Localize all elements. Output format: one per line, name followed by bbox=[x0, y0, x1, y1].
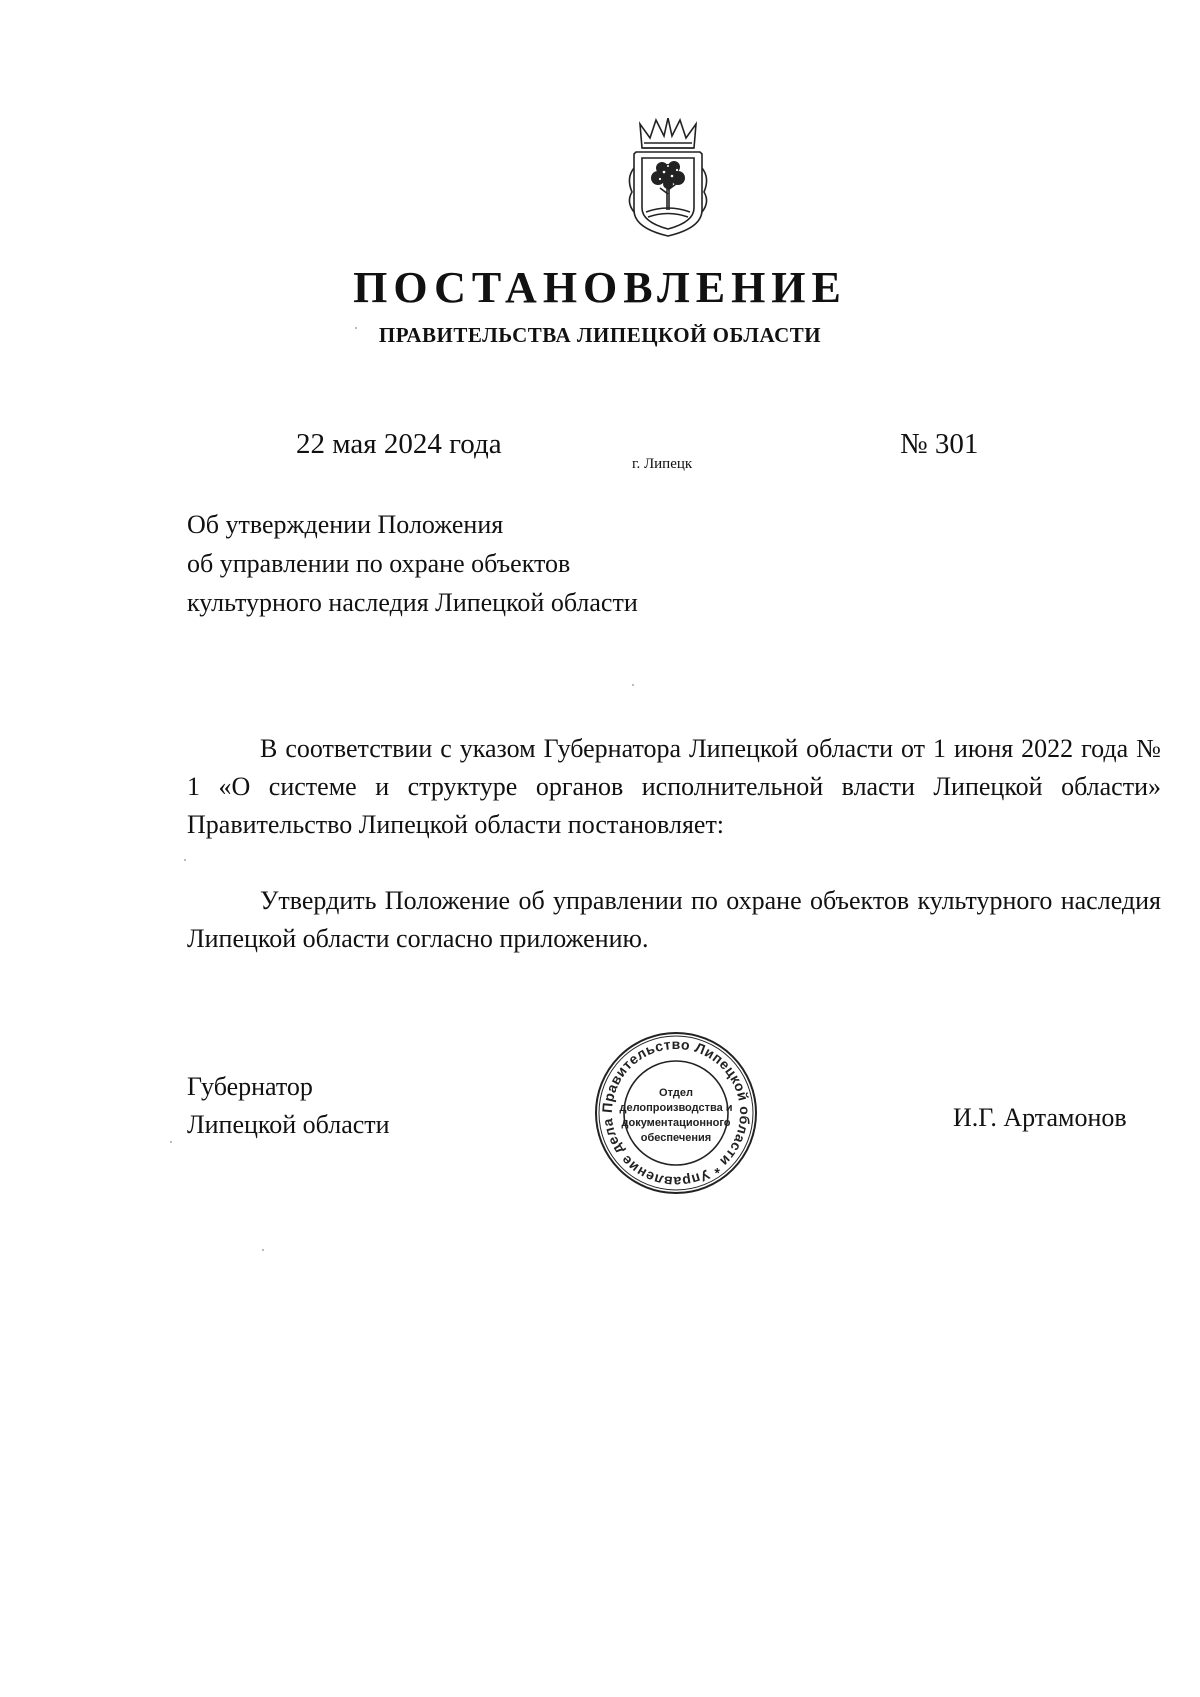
signatory-title bbox=[187, 1068, 390, 1144]
lipetsk-coat-of-arms-icon bbox=[620, 118, 716, 240]
stamp-inner-line: делопроизводства и bbox=[619, 1102, 733, 1114]
scan-speck bbox=[632, 684, 634, 686]
document-heading bbox=[187, 505, 638, 622]
body-paragraph: Утвердить Положение об управлении по охране объектов культурного наследия Липецкой области согласно приложению. bbox=[187, 886, 1161, 953]
document-title: ПОСТАНОВЛЕНИЕ bbox=[353, 263, 847, 312]
heading-line: Об утверждении Положения bbox=[187, 510, 504, 539]
scan-speck bbox=[262, 1249, 264, 1251]
signatory-title-line: Липецкой области bbox=[187, 1110, 390, 1139]
stamp-inner-line: обеспечения bbox=[640, 1132, 712, 1144]
stamp-outer-text: Правительство Липецкой области * Управление дела bbox=[598, 1035, 754, 1191]
body-paragraph: В соответствии с указом Губернатора Липецкой области от 1 июня 2022 года № 1 «О системе и структуре органов исполнительной власти Липецкой области» Правительство Липецкой области постановляет: bbox=[187, 734, 1161, 839]
heading-line: об управлении по охране объектов bbox=[187, 549, 571, 578]
document-number: № 301 bbox=[900, 428, 979, 460]
stamp-inner-line: документационного bbox=[621, 1117, 731, 1129]
document-city: г. Липецк bbox=[632, 456, 693, 472]
signatory-title-line: Губернатор bbox=[187, 1072, 313, 1101]
heading-line: культурного наследия Липецкой области bbox=[187, 588, 638, 617]
scan-speck bbox=[184, 859, 186, 861]
stamp-inner-line: Отдел bbox=[659, 1087, 693, 1099]
scan-speck bbox=[355, 327, 357, 329]
document-date: 22 мая 2024 года bbox=[296, 428, 502, 460]
official-round-stamp-icon bbox=[591, 1028, 761, 1198]
document-subtitle: ПРАВИТЕЛЬСТВА ЛИПЕЦКОЙ ОБЛАСТИ bbox=[378, 323, 822, 347]
signatory-name: И.Г. Артамонов bbox=[953, 1103, 1127, 1132]
scan-speck bbox=[170, 1141, 172, 1143]
